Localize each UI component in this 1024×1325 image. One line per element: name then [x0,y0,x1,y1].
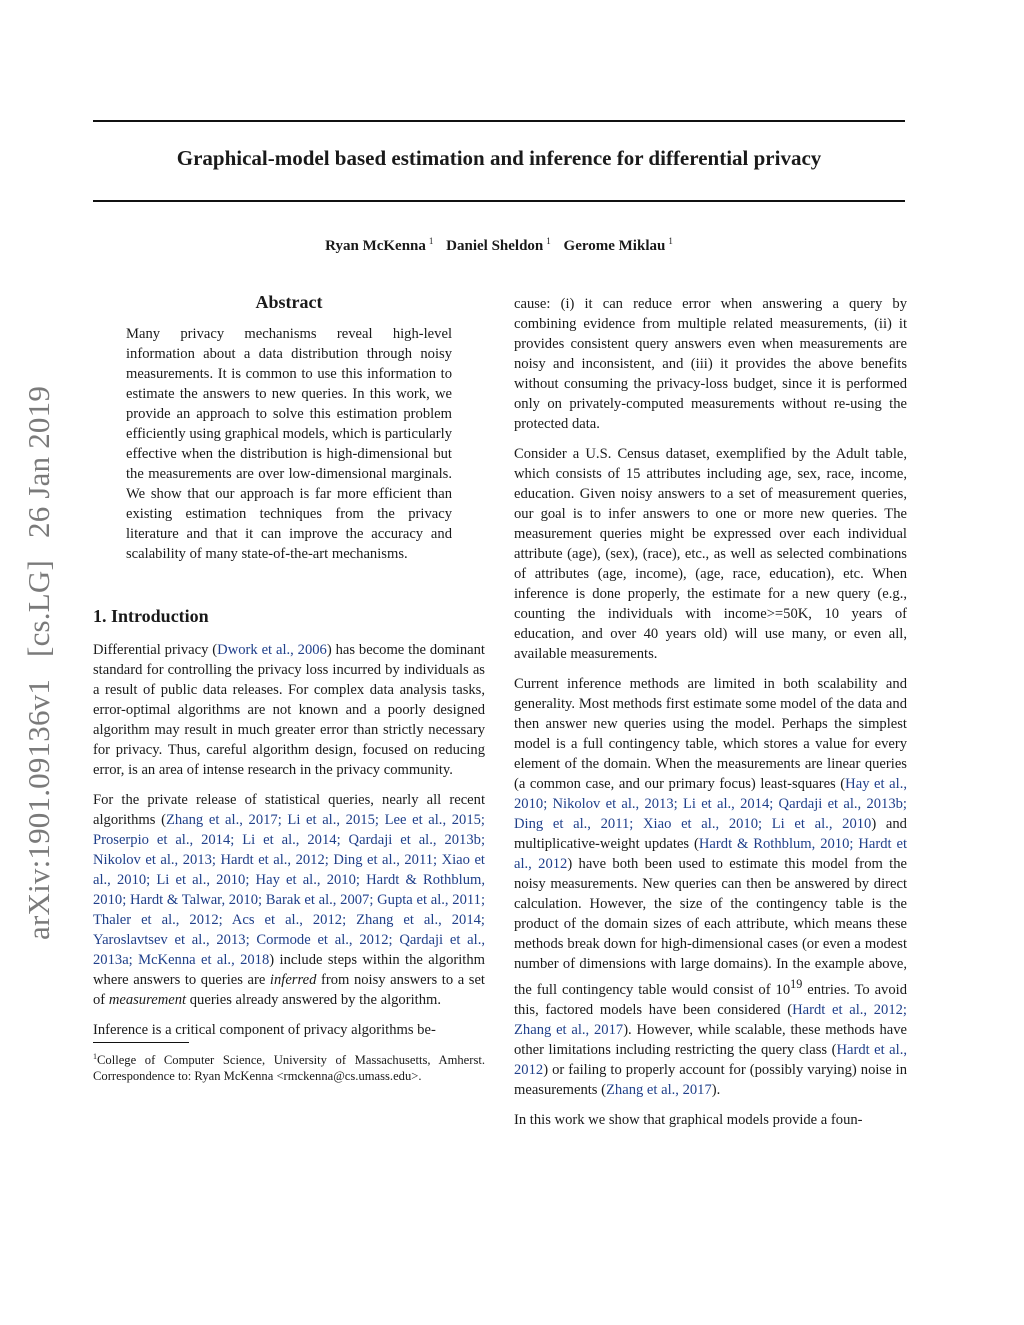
author-list [93,236,905,255]
right-paragraph-2: Consider a U.S. Census dataset, exemplified by the Adult table, which consists of 15 attributes including age, sex, race, income, education. Given noisy answers to a set of measurement queries, our goal is to infer answers to one or more new queries. The measurement queries might be expressed over each individual attribute (age), (sex), (race), etc., as well as selected combinations of attributes (age, income), (age, race, education), etc. When inference is done properly, the estimate for a new query (e.g., counting the individuals with income>=50K, 10 years of education, and over 40 years old) will use many, or even all, available measurements. [514,446,907,662]
author-name: Ryan McKenna [325,238,426,254]
citation-link-group[interactable]: Zhang et al., 2017; Li et al., 2015; Lee et al., 2015; Proserpio et al., 2014; Li et al., 2014; Qardaji et al., 2013b; Nikolov et al., 2013; Hardt et al., 2012; Ding et al., 2011; Xiao et al., 2010; Li et al., 2010; Hay et al., 2010; Hardt & Rothblum, 2010; Hardt & Talwar, 2010; Barak et al., 2007; Gupta et al., 2011; Thaler et al., 2012; Acs et al., 2012; Zhang et al., 2014; Yaroslavtsev et al., 2013; Cormode et al., 2012; Qardaji et al., 2013a; McKenna et al., 2018 [93,812,485,968]
author-affiliation-mark: 1 [668,236,673,246]
author-affiliation-mark: 1 [546,236,551,246]
footnote-mark: 1 [93,1052,97,1061]
arxiv-category: [cs.LG] [21,560,56,657]
intro-paragraph-1 [93,640,485,780]
abstract-heading: Abstract [255,292,323,312]
emphasis: inferred [269,972,317,988]
arxiv-sidebar-stamp [21,360,57,940]
citation-link[interactable]: Hardt et al., 2012 [514,1041,908,1078]
footnote-text: College of Computer Science, University of Massachusetts, Amherst. Correspondence to: Ryan McKenna <rmckenna@cs.umass.edu>. [93,1053,485,1084]
right-column [514,294,907,1140]
right-paragraph-4: In this work we show that graphical models provide a foun- [514,1111,863,1128]
intro-paragraph-3: Inference is a critical component of privacy algorithms be- [93,1022,436,1038]
author [446,238,560,254]
text-run: from noisy answers to a set of [93,972,485,1008]
text-run: For the private release of statistical queries, nearly all recent algorithms ( [93,792,485,828]
right-paragraph-1: cause: (i) it can reduce error when answering a query by combining evidence from multiple related measurements, (ii) it provides consistent query answers even when measurements are noisy and inconsistent, and (iii) it provides the above benefits without consuming the privacy-loss budget, since it is performed only on privately-computed measurements without re-using the protected data. [514,296,907,432]
text-run: queries already answered by the algorithm. [186,992,441,1008]
exponent: 19 [790,977,803,991]
emphasis: measurement [108,992,187,1008]
right-paragraph-3 [514,674,907,1100]
citation-link[interactable]: Zhang et al., 2017 [606,1081,712,1098]
author [325,238,442,254]
section-heading-introduction: 1. Introduction [93,606,209,626]
citation-link[interactable]: Dwork et al., 2006 [217,642,327,658]
arxiv-date: 26 Jan 2019 [21,385,56,538]
text-run: ) has become the dominant standard for controlling the privacy loss incurred by individuals as a result of public data releases. For complex data analysis tasks, error-optimal algorithms are not known and a poorly designed algorithm may result in much greater error than strictly necessary for privacy. Thus, careful algorithm design, focused on reducing error, is an area of intense research in the privacy community. [93,642,485,778]
text-run: ) have both been used to estimate this model from the noisy measurements. New queries can then be answered by direct calculation. However, the size of the contingency table is the product of the domain sizes of each attribute, which means these methods break down for high-dimensional cases (or even a modest number of dimensions with large domains). In the example above, the full contingency table would consist of 10 [514,856,907,998]
citation-link-group[interactable]: Hay et al., 2010; Nikolov et al., 2013; Li et al., 2014; Qardaji et al., 2013b; Ding et al., 2011; Xiao et al., 2010; Li et al., 2010 [514,776,907,832]
arxiv-id: arXiv:1901.09136v1 [21,678,56,940]
author-name: Gerome Miklau [563,238,666,254]
text-run: ) and multiplicative-weight updates ( [514,816,907,852]
paper-title: Graphical-model based estimation and inference for differential privacy [176,146,822,170]
citation-link-group[interactable]: Hardt et al., 2012; Zhang et al., 2017 [514,1001,907,1038]
text-run: ) or failing to properly account for (possibly varying) noise in measurements ( [514,1061,907,1098]
text-run: ) include steps within the algorithm where answers to queries are [93,952,485,988]
text-run: Differential privacy ( [93,642,218,658]
title-rule-bottom [93,200,905,202]
abstract-text: Many privacy mechanisms reveal high-level information about a data distribution through noisy measurements. It is common to use this information to estimate the answers to new queries. In this work, we provide an approach to solve this estimation problem efficiently using graphical models, which is particularly effective when the distribution is high-dimensional but the measurements are over low-dimensional marginals. We show that our approach is far more efficient than existing estimation techniques from the privacy literature and that it can improve the accuracy and scalability of many state-of-the-art mechanisms. [126,326,452,562]
footnote-divider [93,1042,189,1043]
author-affiliation-mark: 1 [428,236,434,246]
left-column [93,292,485,1084]
author-name: Daniel Sheldon [446,238,544,254]
text-run: entries. To avoid this, factored models have been considered ( [514,981,907,1018]
text-run: ). However, while scalable, these methods have other limitations including restricting the query class ( [514,1021,907,1058]
intro-paragraph-2 [93,790,485,1010]
citation-link-group[interactable]: Hardt & Rothblum, 2010; Hardt et al., 2012 [514,836,908,872]
text-run: ). [711,1081,721,1098]
title-rule-top [93,120,905,122]
author [564,238,673,254]
text-run: Current inference methods are limited in both scalability and generality. Most methods first estimate some model of the data and then answer new queries using the model. Perhaps the simplest model is a full contingency table, which stores a value for every element of the domain. When the measurements are linear queries (a common case, and our primary focus) least-squares ( [514,676,907,792]
footnote [93,1049,485,1084]
